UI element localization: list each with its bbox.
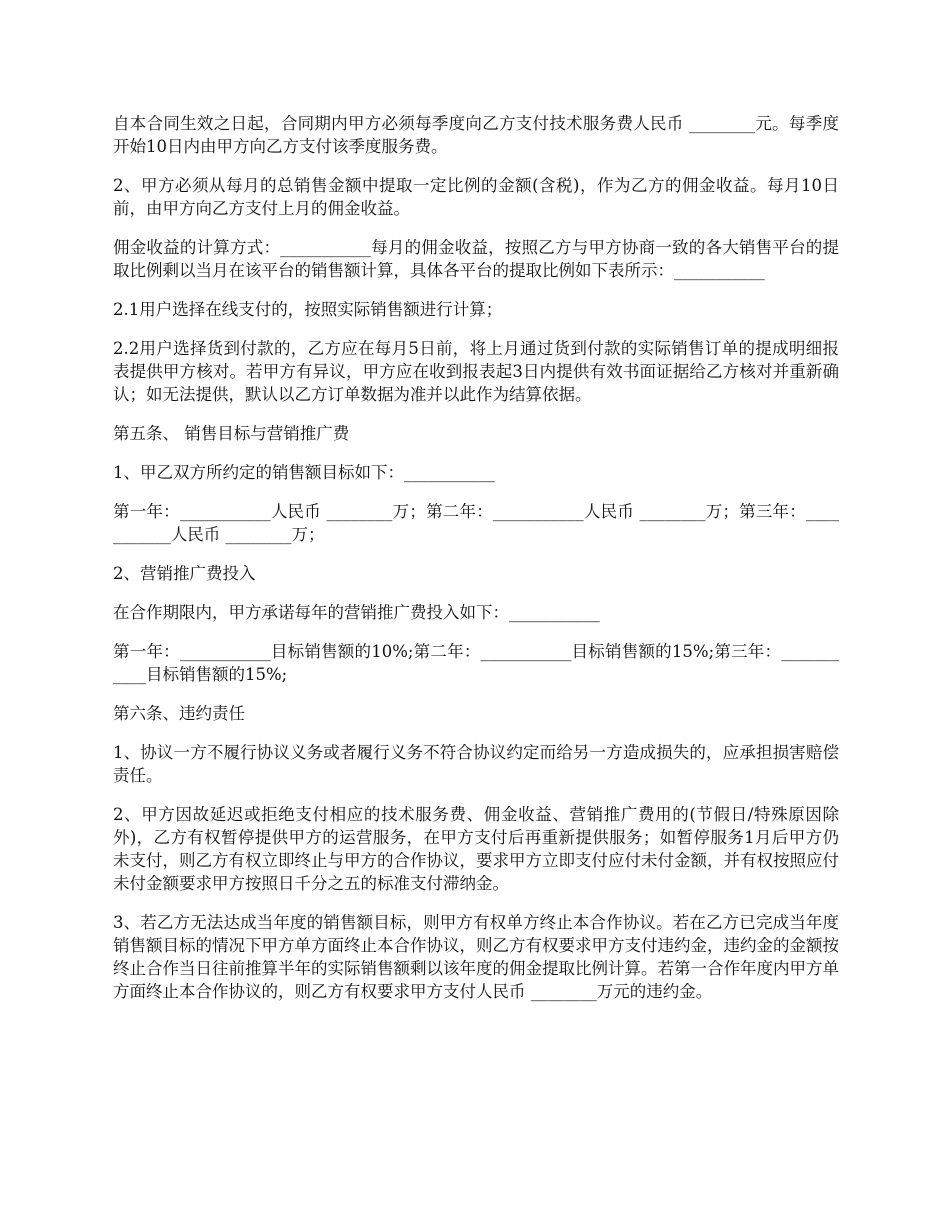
paragraph-commission-calculation: 佣金收益的计算方式：___________每月的佣金收益，按照乙方与甲方协商一致的各大销售平台的提取比例剩以当月在该平台的销售额计算，具体各平台的提取比例如下表所示：___________ — [113, 238, 839, 280]
paragraph-liability-2: 2、甲方因故延迟或拒绝支付相应的技术服务费、佣金收益、营销推广费用的(节假日/特殊原因除外)，乙方有权暂停提供甲方的运营服务，在甲方支付后再重新提供服务；如暂停服务1月后甲方仍未支付，则乙方有权立即终止与甲方的合作协议，要求甲方立即支付应付未付金额，并有权按照应付未付金额要求甲方按照日千分之五的标准支付滞纳金。 — [113, 805, 839, 893]
paragraph-online-payment: 2.1用户选择在线支付的，按照实际销售额进行计算； — [113, 300, 503, 319]
paragraph-service-fee: 自本合同生效之日起，合同期内甲方必须每季度向乙方支付技术服务费人民币 ________元。每季度开始10日内由甲方向乙方支付该季度服务费。 — [113, 114, 839, 156]
paragraph-yearly-targets: 第一年：___________人民币 ________万；第二年：___________人民币 ________万；第三年：___________人民币 ________万； — [113, 502, 839, 544]
paragraph-sales-target: 1、甲乙双方所约定的销售额目标如下：___________ — [113, 463, 495, 482]
paragraph-liability-3: 3、若乙方无法达成当年度的销售额目标，则甲方有权单方终止本合作协议。若在乙方已完成当年度销售额目标的情况下甲方单方面终止本合作协议，则乙方有权要求甲方支付违约金，违约金的金额按终止合作当日往前推算半年的实际销售额剩以该年度的佣金提取比例计算。若第一合作年度内甲方单方面终止本合作协议的，则乙方有权要求甲方支付人民币 ________万元的违约金。 — [113, 913, 839, 1001]
paragraph-yearly-marketing: 第一年：___________目标销售额的10%;第二年：___________目标销售额的15%;第三年：___________目标销售额的15%; — [113, 642, 839, 684]
paragraph-marketing-investment: 2、营销推广费投入 — [113, 564, 256, 583]
section-heading-article-5: 第五条、 销售目标与营销推广费 — [113, 424, 350, 443]
document-body — [113, 112, 839, 1003]
paragraph-commission-clause: 2、甲方必须从每月的总销售金额中提取一定比例的金额(含税)，作为乙方的佣金收益。每月10日前，由甲方向乙方支付上月的佣金收益。 — [113, 176, 839, 218]
paragraph-marketing-commitment: 在合作期限内，甲方承诺每年的营销推广费投入如下：___________ — [113, 603, 600, 622]
section-heading-article-6: 第六条、违约责任 — [113, 704, 245, 723]
paragraph-cash-on-delivery: 2.2用户选择货到付款的，乙方应在每月5日前，将上月通过货到付款的实际销售订单的提成明细报表提供甲方核对。若甲方有异议，甲方应在收到报表起3日内提供有效书面证据给乙方核对并重新确认；如无法提供，默认以乙方订单数据为准并以此作为结算依据。 — [113, 339, 839, 404]
paragraph-liability-1: 1、协议一方不履行协议义务或者履行义务不符合协议约定而给另一方造成损失的，应承担损害赔偿责任。 — [113, 743, 839, 785]
